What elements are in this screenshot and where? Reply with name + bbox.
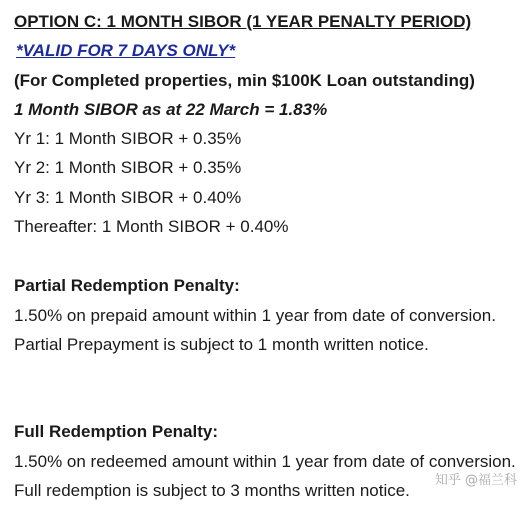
rate-year-3: Yr 3: 1 Month SIBOR + 0.40%: [14, 187, 242, 207]
option-title: OPTION C: 1 MONTH SIBOR (1 YEAR PENALTY PERIOD): [14, 12, 472, 31]
partial-redemption-penalty: 1.50% on prepaid amount within 1 year from date of conversion.: [14, 305, 496, 325]
rate-year-2: Yr 2: 1 Month SIBOR + 0.35%: [14, 158, 242, 178]
partial-redemption-heading: Partial Redemption Penalty:: [14, 276, 240, 296]
watermark: 知乎 @福兰科: [434, 473, 517, 488]
validity-notice: *VALID FOR 7 DAYS ONLY*: [16, 41, 236, 61]
spacer: [14, 241, 526, 271]
rate-thereafter: Thereafter: 1 Month SIBOR + 0.40%: [14, 217, 289, 237]
spacer: [14, 359, 526, 417]
document: [14, 7, 526, 505]
full-redemption-penalty: 1.50% on redeemed amount within 1 year from date of conversion.: [14, 451, 516, 471]
full-redemption-heading: Full Redemption Penalty:: [14, 422, 219, 442]
rate-year-1: Yr 1: 1 Month SIBOR + 0.35%: [14, 129, 242, 149]
sibor-rate: 1 Month SIBOR as at 22 March = 1.83%: [14, 99, 328, 119]
eligibility-note: (For Completed properties, min $100K Loan outstanding): [14, 70, 475, 90]
partial-prepayment-notice: Partial Prepayment is subject to 1 month written notice.: [14, 334, 429, 354]
full-redemption-notice: Full redemption is subject to 3 months written notice.: [14, 480, 410, 500]
